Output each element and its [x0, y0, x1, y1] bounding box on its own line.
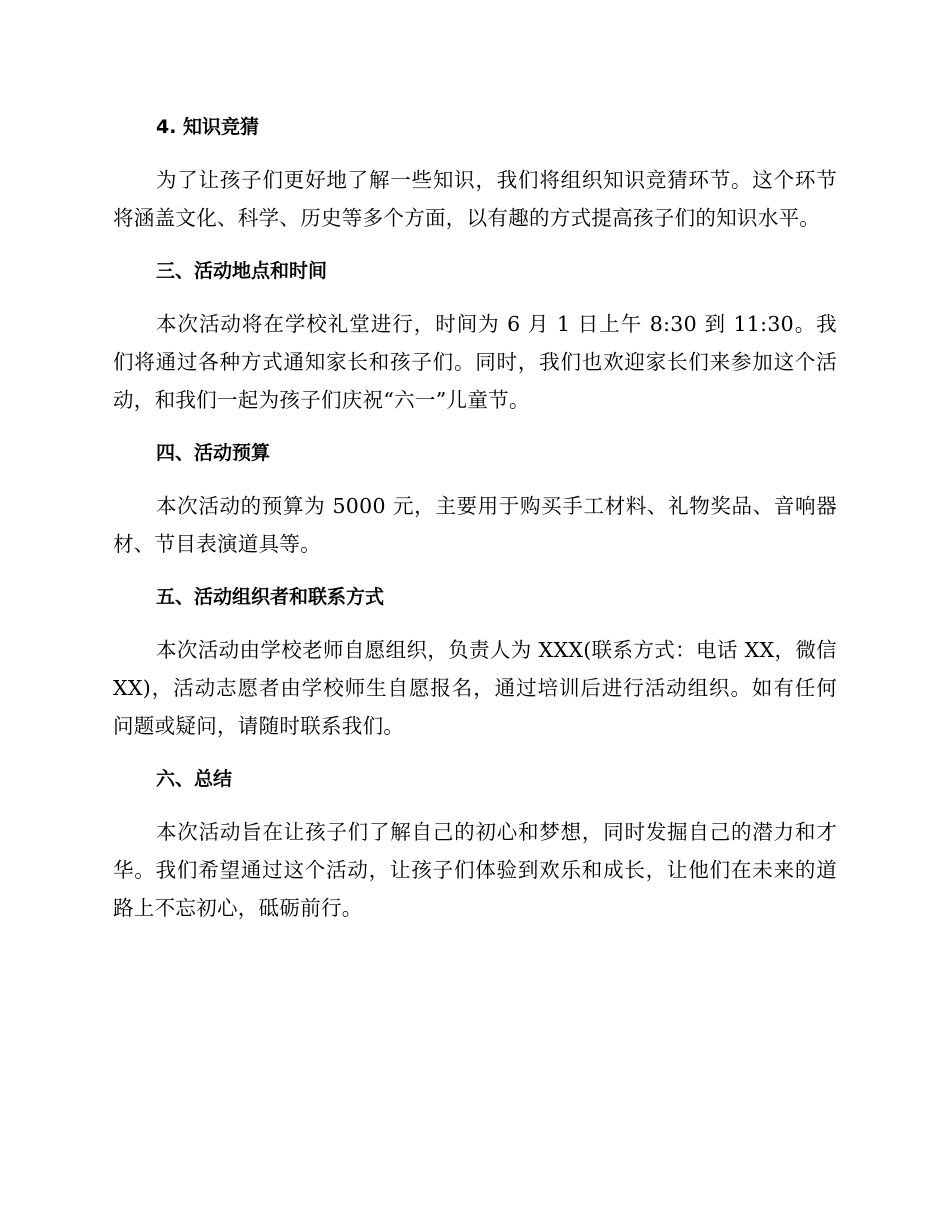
section-paragraph: 为了让孩子们更好地了解一些知识，我们将组织知识竞猜环节。这个环节将涵盖文化、科学、历史等多个方面，以有趣的方式提高孩子们的知识水平。	[113, 168, 837, 230]
section-heading: 六、总结	[156, 768, 233, 790]
section-heading: 五、活动组织者和联系方式	[156, 586, 385, 608]
section-budget	[113, 434, 837, 563]
section-paragraph: 本次活动将在学校礼堂进行，时间为 6 月 1 日上午 8:30 到 11:30。我们将通过各种方式通知家长和孩子们。同时，我们也欢迎家长们来参加这个活动，和我们一起为孩子们庆祝“六一”儿童节。	[113, 312, 837, 412]
section-paragraph: 本次活动由学校老师自愿组织，负责人为 XXX(联系方式：电话 XX，微信 XX)，活动志愿者由学校师生自愿报名，通过培训后进行活动组织。如有任何问题或疑问，请随时联系我们。	[113, 638, 837, 738]
document-body	[113, 108, 837, 942]
section-heading: 4. 知识竞猜	[156, 116, 260, 138]
section-location-time	[113, 252, 837, 419]
section-heading: 四、活动预算	[156, 442, 271, 464]
section-paragraph: 本次活动旨在让孩子们了解自己的初心和梦想，同时发掘自己的潜力和才华。我们希望通过这个活动，让孩子们体验到欢乐和成长，让他们在未来的道路上不忘初心，砥砺前行。	[113, 820, 837, 920]
section-organizer-contact	[113, 578, 837, 745]
section-knowledge-quiz	[113, 108, 837, 237]
section-heading: 三、活动地点和时间	[156, 260, 328, 282]
section-summary	[113, 760, 837, 927]
section-paragraph: 本次活动的预算为 5000 元，主要用于购买手工材料、礼物奖品、音响器材、节目表演道具等。	[113, 494, 837, 556]
